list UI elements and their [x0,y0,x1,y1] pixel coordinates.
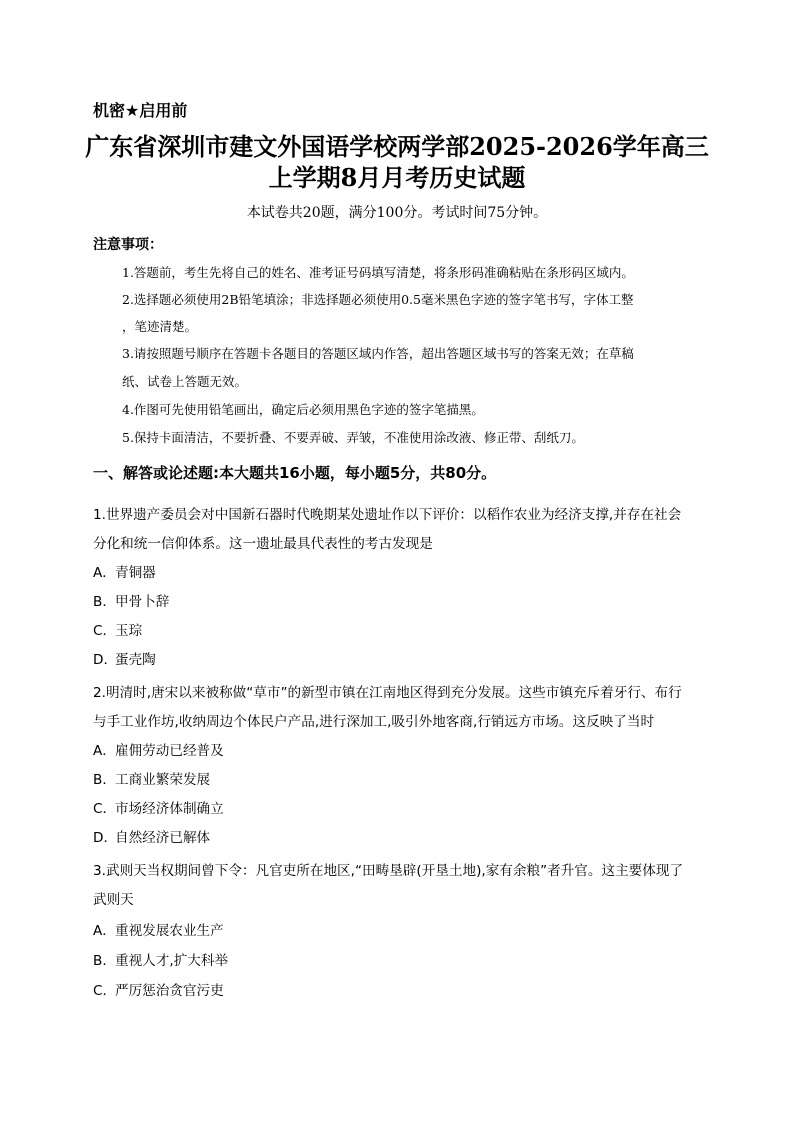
question-2-stem-line-1: 2.明清时,唐宋以来被称做“草市”的新型市镇在江南地区得到充分发展。这些市镇充斥着牙行、布行 [93,685,682,701]
question-1-stem-line-2: 分化和统一信仰体系。这一遗址最具代表性的考古发现是 [93,536,433,552]
notice-item-3-line-2: 纸、试卷上答题无效。 [122,374,248,389]
option-text: 重视发展农业生产 [115,923,224,939]
notice-item-2-line-2: ，笔迹清楚。 [122,319,198,334]
notice-heading: 注意事项： [93,237,163,253]
option-letter: A． [93,923,116,939]
question-1-option-b [93,592,169,612]
question-2-option-a [93,741,224,761]
option-text: 市场经济体制确立 [115,801,224,817]
notice-item-3-line-1: 3.请按照题号顺序在答题卡各题目的答题区域内作答，超出答题区域书写的答案无效；在草稿 [122,346,634,361]
option-letter: A． [93,565,116,581]
question-1-option-c [93,621,142,641]
option-text: 玉琮 [115,623,143,639]
question-3-option-b [93,951,228,971]
notice-item-4: 4.作图可先使用铅笔画出，确定后必须用黑色字迹的签字笔描黑。 [122,402,484,417]
question-2-stem-line-2: 与手工业作坊,收纳周边个体民户产品,进行深加工,吸引外地客商,行销远方市场。这反映了当时 [93,714,655,730]
option-text: 自然经济已解体 [115,830,211,846]
notice-item-5: 5.保持卡面清洁，不要折叠、不要弄破、弄皱，不准使用涂改液、修正带、刮纸刀。 [122,430,584,445]
question-1-stem-line-1: 1.世界遗产委员会对中国新石器时代晚期某处遗址作以下评价：以稻作农业为经济支撑,并存在社会 [93,507,682,523]
notice-item-2-line-1: 2.选择题必须使用2B铅笔填涂；非选择题必须使用0.5毫米黑色字迹的签字笔书写，字体工整 [122,292,634,307]
option-letter: B． [93,594,116,610]
question-3-option-c [93,981,224,1001]
option-letter: B． [93,953,116,969]
option-text: 蛋壳陶 [115,652,156,668]
confidential-label: 机密★启用前 [93,101,188,120]
exam-info: 本试卷共20题，满分100分。考试时间75分钟。 [246,205,548,221]
question-3-stem-line-1: 3.武则天当权期间曾下令：凡官吏所在地区,“田畴垦辟(开垦土地),家有余粮”者升官。这主要体现了 [93,863,684,879]
question-1-option-a [93,563,156,583]
option-letter: C． [93,801,117,817]
option-letter: C． [93,983,117,999]
option-letter: B． [93,772,116,788]
question-3-stem-line-2: 武则天 [93,892,134,908]
option-letter: A． [93,743,116,759]
question-3-option-a [93,921,224,941]
option-letter: C． [93,623,117,639]
question-1-option-d [93,650,156,670]
section-heading: 一、解答或论述题:本大题共16小题，每小题5分，共80分。 [93,464,497,482]
exam-title-line-2: 上学期8月月考历史试题 [268,163,526,192]
option-text: 雇佣劳动已经普及 [115,743,224,759]
option-text: 重视人才,扩大科举 [115,953,229,969]
option-text: 青铜器 [115,565,156,581]
option-text: 严厉惩治贪官污吏 [115,983,224,999]
question-2-option-b [93,770,210,790]
notice-item-1: 1.答题前，考生先将自己的姓名、准考证号码填写清楚，将条形码准确粘贴在条形码区域内。 [122,265,634,280]
question-2-option-d [93,828,210,848]
exam-title-line-1: 广东省深圳市建文外国语学校两学部2025-2026学年高三 [85,132,709,161]
option-text: 工商业繁荣发展 [115,772,211,788]
option-text: 甲骨卜辞 [115,594,170,610]
question-2-option-c [93,799,224,819]
option-letter: D． [93,830,118,846]
option-letter: D． [93,652,118,668]
